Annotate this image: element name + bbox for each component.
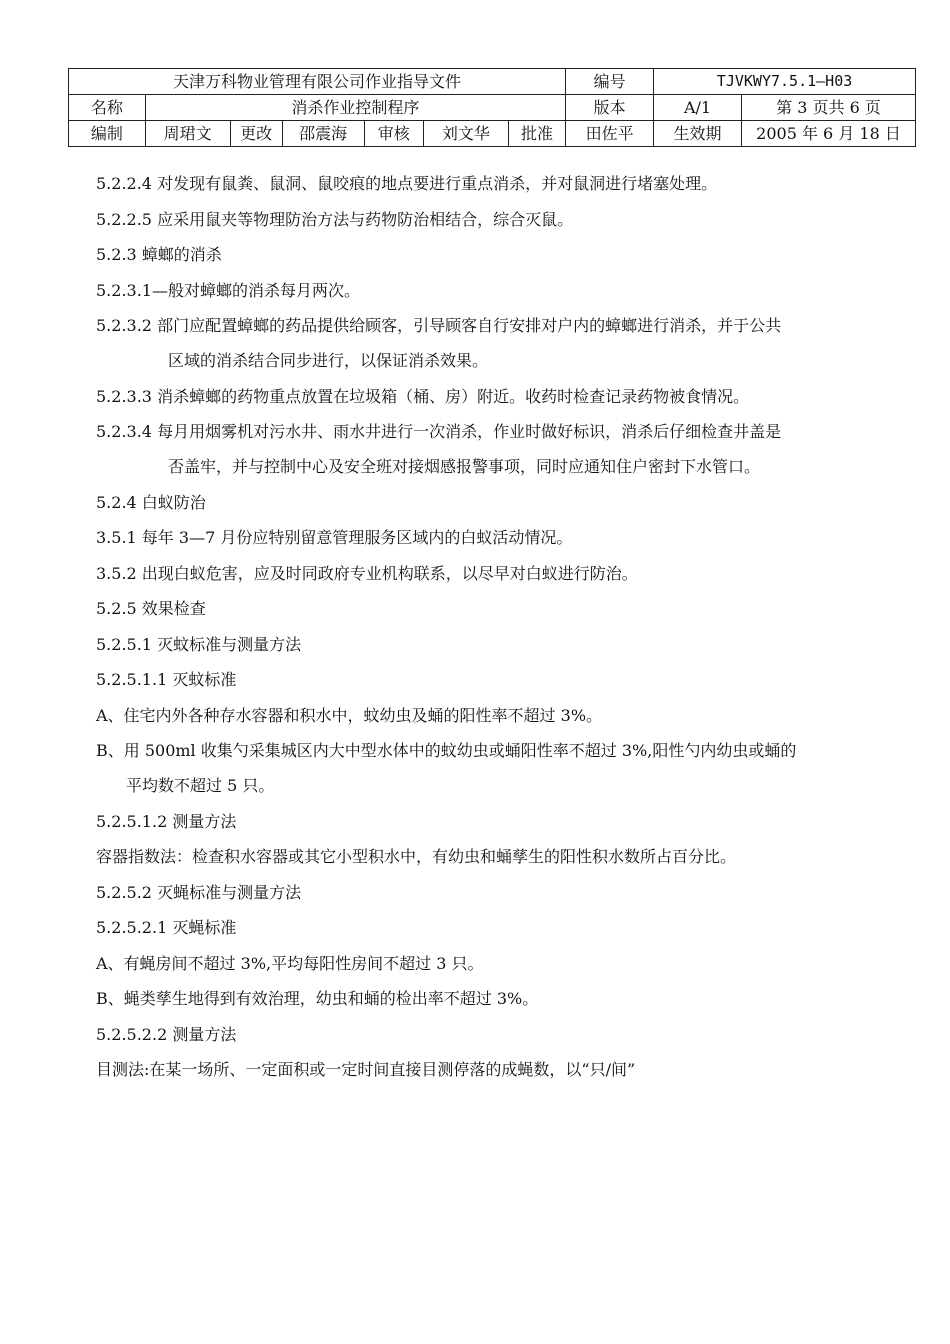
name-label: 名称 xyxy=(69,95,146,121)
editor-label: 编制 xyxy=(69,121,146,147)
clause-5-2-2-5: 5.2.2.5 应采用鼠夹等物理防治方法与药物防治相结合，综合灭鼠。 xyxy=(96,209,574,229)
company-title: 天津万科物业管理有限公司作业指导文件 xyxy=(69,69,566,95)
item-b-mosquito xyxy=(96,739,918,798)
clause-5-2-3-2-line-2: 区域的消杀结合同步进行，以保证消杀效果。 xyxy=(168,351,489,370)
review-value: 刘文华 xyxy=(423,121,508,147)
review-label: 审核 xyxy=(364,121,423,147)
heading-5-2-5-2-2: 5.2.5.2.2 测量方法 xyxy=(96,1024,237,1044)
item-a-mosquito: A、住宅内外各种存水容器和积水中，蚊幼虫及蛹的阳性率不超过 3%。 xyxy=(96,705,603,725)
item-b-mosquito-line-2: 平均数不超过 5 只。 xyxy=(126,776,275,795)
clause-5-2-3-3: 5.2.3.3 消杀蟑螂的药物重点放置在垃圾箱（桶、房）附近。收药时检查记录药物被食情况。 xyxy=(96,386,750,406)
clause-5-2-3-2 xyxy=(96,314,918,373)
document-body xyxy=(96,172,918,1094)
change-value: 邵震海 xyxy=(282,121,364,147)
code-value: TJVKWY7.5.1—H03 xyxy=(654,69,916,95)
heading-5-2-5: 5.2.5 效果检查 xyxy=(96,599,206,618)
code-label: 编号 xyxy=(566,69,654,95)
clause-5-2-3-2-line-1: 5.2.3.2 部门应配置蟑螂的药品提供给顾客，引导顾客自行安排对户内的蟑螂进行消杀，并于公共 xyxy=(96,316,782,335)
editor-value: 周珺文 xyxy=(145,121,230,147)
container-index-method: 容器指数法：检查积水容器或其它小型积水中，有幼虫和蛹孳生的阳性积水数所占百分比。 xyxy=(96,847,737,866)
heading-5-2-5-2: 5.2.5.2 灭蝇标准与测量方法 xyxy=(96,882,302,902)
heading-5-2-5-1-1: 5.2.5.1.1 灭蚊标准 xyxy=(96,670,237,689)
item-b-mosquito-line-1: B、用 500ml 收集勺采集城区内大中型水体中的蚊幼虫或蛹阳性率不超过 3%,阳性勺内幼虫或蛹的 xyxy=(96,741,797,760)
heading-5-2-3: 5.2.3 蟑螂的消杀 xyxy=(96,245,222,264)
heading-5-2-5-1-2: 5.2.5.1.2 测量方法 xyxy=(96,811,237,831)
clause-3-5-1: 3.5.1 每年 3—7 月份应特别留意管理服务区域内的白蚁活动情况。 xyxy=(96,528,573,547)
item-a-fly: A、有蝇房间不超过 3%,平均每阳性房间不超过 3 只。 xyxy=(96,953,484,973)
heading-5-2-5-1: 5.2.5.1 灭蚊标准与测量方法 xyxy=(96,634,302,654)
header-row-2 xyxy=(69,95,916,121)
item-b-fly: B、蝇类孳生地得到有效治理，幼虫和蛹的检出率不超过 3%。 xyxy=(96,989,539,1008)
page-info: 第 3 页共 6 页 xyxy=(742,95,916,121)
effective-label: 生效期 xyxy=(654,121,742,147)
clause-5-2-3-4-line-2: 否盖牢，并与控制中心及安全班对接烟感报警事项，同时应通知住户密封下水管口。 xyxy=(168,457,761,476)
clause-5-2-2-4: 5.2.2.4 对发现有鼠粪、鼠洞、鼠咬痕的地点要进行重点消杀，并对鼠洞进行堵塞处理。 xyxy=(96,174,718,193)
clause-5-2-3-4-line-1: 5.2.3.4 每月用烟雾机对污水井、雨水井进行一次消杀，作业时做好标识，消杀后仔细检查井盖是 xyxy=(96,422,782,441)
change-label: 更改 xyxy=(230,121,282,147)
visual-method: 目测法:在某一场所、一定面积或一定时间直接目测停落的成蝇数，以“只/间” xyxy=(96,1060,636,1079)
version-label: 版本 xyxy=(566,95,654,121)
heading-5-2-4: 5.2.4 白蚁防治 xyxy=(96,492,206,512)
clause-5-2-3-4 xyxy=(96,420,918,479)
document-header-table xyxy=(68,68,916,147)
heading-5-2-5-2-1: 5.2.5.2.1 灭蝇标准 xyxy=(96,918,237,937)
header-row-3 xyxy=(69,121,916,147)
header-row-1 xyxy=(69,69,916,95)
effective-value: 2005 年 6 月 18 日 xyxy=(742,121,916,147)
name-value: 消杀作业控制程序 xyxy=(145,95,565,121)
clause-5-2-3-1: 5.2.3.1—般对蟑螂的消杀每月两次。 xyxy=(96,280,360,300)
approve-value: 田佐平 xyxy=(566,121,654,147)
approve-label: 批准 xyxy=(508,121,565,147)
clause-3-5-2: 3.5.2 出现白蚁危害，应及时同政府专业机构联系，以尽早对白蚁进行防治。 xyxy=(96,563,638,583)
version-value: A/1 xyxy=(654,95,742,121)
